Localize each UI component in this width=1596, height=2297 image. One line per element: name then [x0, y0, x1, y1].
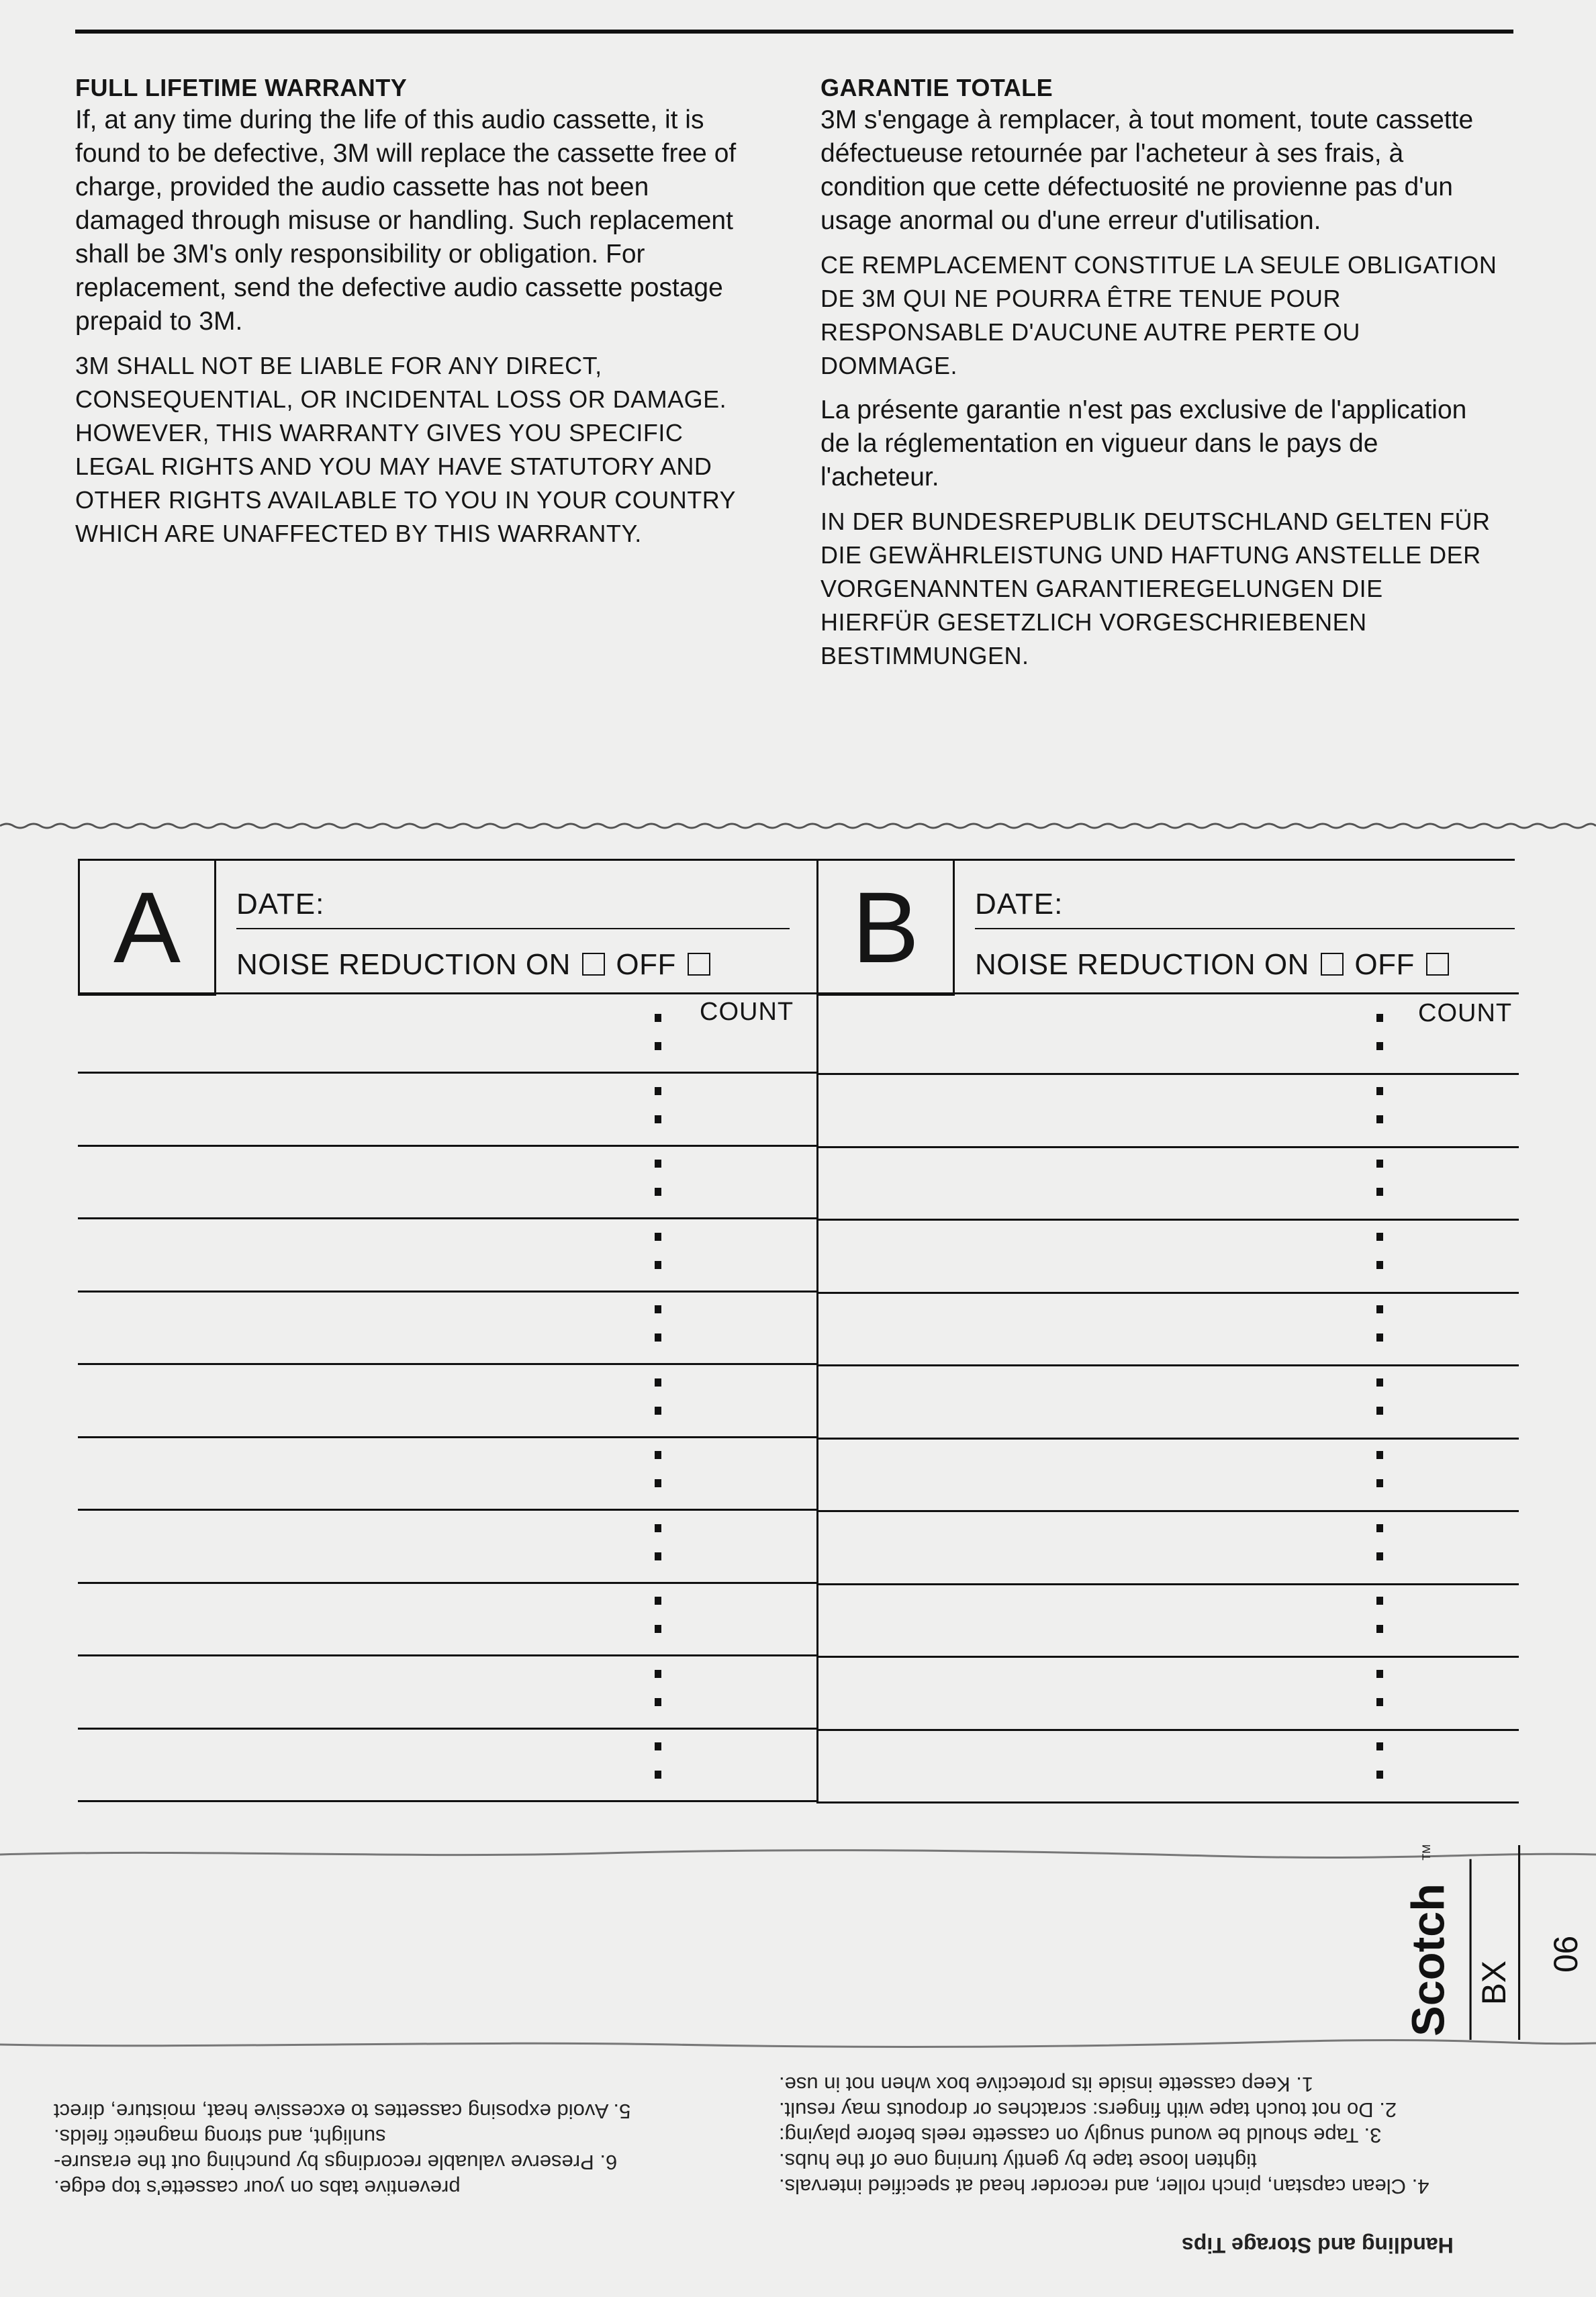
warranty-fr-body: 3M s'engage à remplacer, à tout moment, toute cassette défectueuse retournée par l'acheteur à ses frais, à condition que cette défectuosité ne provienne pas d'un usage anormal ou d'une erreur d'utilisation. — [820, 105, 1474, 235]
side-a-nr-label: NOISE REDUCTION ON — [236, 948, 571, 981]
side-b-counter-dot — [1376, 1233, 1383, 1241]
side-a-counter-dot — [655, 1188, 661, 1196]
side-a-track-line[interactable] — [78, 1436, 816, 1438]
tips-right-column — [54, 2098, 725, 2200]
side-a-counter-dot — [655, 1115, 661, 1123]
warranty-french — [820, 73, 1499, 684]
side-b-counter-dot — [1376, 1479, 1383, 1487]
side-a-nr-on-checkbox[interactable] — [582, 953, 605, 976]
side-a-counter-dot — [655, 1771, 661, 1779]
side-a-counter-dot — [655, 1042, 661, 1050]
side-a-track-line[interactable] — [78, 1145, 816, 1147]
spine-label — [1343, 1844, 1585, 2040]
warranty-de-statement: IN DER BUNDESREPUBLIK DEUTSCHLAND GELTEN FÜR DIE GEWÄHRLEISTUNG UND HAFTUNG ANSTELLE DER VORGENANNTEN GARANTIEREGELUNGEN DIE HIERFÜR GESETZLICH VORGESCHRIEBENEN BESTIMMUNGEN. — [820, 508, 1491, 669]
side-b-track-line[interactable] — [816, 1801, 1519, 1803]
side-a-date-field[interactable] — [236, 928, 790, 929]
side-b-nr-on-checkbox[interactable] — [1321, 953, 1344, 976]
side-b-track-line[interactable] — [816, 1219, 1519, 1221]
spine-brand: Scotch — [1403, 1883, 1454, 2036]
side-b-counter-dot — [1376, 1742, 1383, 1750]
side-b-counter-dot — [1376, 1698, 1383, 1706]
side-b-date-field[interactable] — [975, 928, 1515, 929]
side-a-counter-dot — [655, 1552, 661, 1560]
side-b-track-line[interactable] — [816, 1729, 1519, 1731]
tips-item-5: 5. Avoid exposing cassettes to excessive heat, moisture, direct — [54, 2100, 631, 2123]
side-b-track-line[interactable] — [816, 1292, 1519, 1294]
side-a-header — [212, 859, 830, 994]
side-b-counter-dot — [1376, 1524, 1383, 1532]
side-b-counter-dot — [1376, 1378, 1383, 1387]
side-b-track-line[interactable] — [816, 1583, 1519, 1585]
side-a-counter-dot — [655, 1479, 661, 1487]
side-a-track-line[interactable] — [78, 1363, 816, 1365]
side-a-nr-off-checkbox[interactable] — [688, 953, 710, 976]
side-a-track-line[interactable] — [78, 1654, 816, 1656]
side-b-counter-dot — [1376, 1333, 1383, 1342]
warranty-fr-nonexclusive: La présente garantie n'est pas exclusive de l'application de la réglementation en vigueur dans le pays de l'acheteur. — [820, 395, 1467, 491]
tips-item-5b: sunlight, and strong magnetic fields. — [54, 2125, 386, 2149]
tips-item-2: 2. Do not touch tape with fingers: scratches or dropouts may result. — [779, 2098, 1397, 2122]
side-b-track-line[interactable] — [816, 1146, 1519, 1148]
side-b-counter-dot — [1376, 1552, 1383, 1560]
side-b-noise-reduction — [975, 948, 1452, 982]
side-a-counter-dot — [655, 1333, 661, 1342]
side-b-nr-label: NOISE REDUCTION ON — [975, 948, 1309, 981]
side-b-counter-dot — [1376, 1087, 1383, 1095]
center-divider — [816, 994, 818, 1803]
tips-item-3b: tighten loose tape by gently turning one of the hubs. — [779, 2149, 1257, 2173]
side-b-counter-dot — [1376, 1597, 1383, 1605]
side-a-counter-dot — [655, 1014, 661, 1022]
side-a-letter: A — [78, 859, 216, 996]
tips-item-6: 6. Preserve valuable recordings by punching out the erasure- — [54, 2151, 618, 2174]
side-a-count-label: COUNT — [700, 998, 794, 1026]
side-a-counter-dot — [655, 1160, 661, 1168]
side-b-track-line[interactable] — [816, 1438, 1519, 1440]
spine-length: 90 — [1546, 1935, 1585, 1973]
side-b-counter-dot — [1376, 1670, 1383, 1678]
side-b-nr-off-label: OFF — [1354, 948, 1415, 981]
side-b-counter-dot — [1376, 1407, 1383, 1415]
side-b-count-label: COUNT — [1418, 999, 1513, 1027]
side-b-header — [951, 859, 1515, 994]
side-b-nr-off-checkbox[interactable] — [1426, 953, 1449, 976]
side-a-track-line[interactable] — [78, 1728, 816, 1730]
side-a-counter-dot — [655, 1742, 661, 1750]
side-b-date-label: DATE: — [975, 888, 1064, 921]
side-a-track-line[interactable] — [78, 1072, 816, 1074]
side-b-track-line[interactable] — [816, 1073, 1519, 1075]
top-rule — [75, 30, 1513, 34]
fold-perforation-bottom — [0, 2038, 1596, 2051]
side-a-counter-dot — [655, 1670, 661, 1678]
side-b-track-line[interactable] — [816, 1656, 1519, 1658]
spine-type: BX — [1474, 1960, 1513, 2006]
side-a-counter-dot — [655, 1698, 661, 1706]
side-b-counter-dot — [1376, 1160, 1383, 1168]
side-b-counter-dot — [1376, 1188, 1383, 1196]
side-a-counter-dot — [655, 1597, 661, 1605]
tips-item-6b: preventive tabs on your cassette's top edge. — [54, 2176, 461, 2200]
side-b-counter-dot — [1376, 1625, 1383, 1633]
fold-perforation-top — [0, 819, 1596, 833]
side-a-date-label: DATE: — [236, 888, 325, 921]
side-b-track-line[interactable] — [816, 1510, 1519, 1512]
side-a-counter-dot — [655, 1378, 661, 1387]
side-a-counter-dot — [655, 1625, 661, 1633]
side-b-counter-dot — [1376, 1014, 1383, 1022]
tips-item-1: 1. Keep cassette inside its protective box when not in use. — [779, 2073, 1314, 2096]
side-b-counter-dot — [1376, 1115, 1383, 1123]
tips-left-column — [779, 2071, 1517, 2199]
warranty-fr-title: GARANTIE TOTALE — [820, 74, 1053, 101]
tips-title: Handling and Storage Tips — [1182, 2233, 1454, 2257]
side-a-counter-dot — [655, 1524, 661, 1532]
side-b-track-line[interactable] — [816, 1364, 1519, 1366]
side-a-track-line[interactable] — [78, 1582, 816, 1584]
side-a-track-line[interactable] — [78, 1217, 816, 1219]
tips-item-4: 4. Clean capstan, pinch roller, and recorder head at specified intervals. — [779, 2175, 1429, 2198]
header-rule — [78, 992, 1519, 994]
side-b-counter-dot — [1376, 1042, 1383, 1050]
side-a-counter-dot — [655, 1261, 661, 1269]
warranty-en-body: If, at any time during the life of this audio cassette, it is found to be defective, 3M will replace the cassette free of charge, provided the audio cassette has not been damaged through misuse or handling. Such replacement shall be 3M's only responsibility or obligation. For replacement, send the defective audio cassette postage prepaid to 3M. — [75, 105, 737, 336]
warranty-en-title: FULL LIFETIME WARRANTY — [75, 74, 408, 101]
side-a-counter-dot — [655, 1305, 661, 1313]
side-a-counter-dot — [655, 1451, 661, 1459]
side-a-counter-dot — [655, 1407, 661, 1415]
warranty-en-liability: 3M SHALL NOT BE LIABLE FOR ANY DIRECT, CONSEQUENTIAL, OR INCIDENTAL LOSS OR DAMAGE. HOWEVER, THIS WARRANTY GIVES YOU SPECIFIC LEGAL RIGHTS AND YOU MAY HAVE STATUTORY AND OTHER RIGHTS AVAILABLE TO YOU IN YOUR COUNTRY WHICH ARE UNAFFECTED BY THIS WARRANTY. — [75, 352, 736, 547]
side-b-letter: B — [816, 859, 955, 996]
side-a-track-line[interactable] — [78, 1291, 816, 1293]
side-a-track-line[interactable] — [78, 1509, 816, 1511]
spine-trademark: TM — [1420, 1844, 1433, 1861]
side-a-counter-dot — [655, 1087, 661, 1095]
warranty-english — [75, 73, 753, 561]
side-b-counter-dot — [1376, 1771, 1383, 1779]
side-a-track-line[interactable] — [78, 1800, 816, 1802]
side-b-counter-dot — [1376, 1451, 1383, 1459]
tips-item-3: 3. Tape should be wound snugly on cassette reels before playing: — [779, 2124, 1382, 2147]
side-a-counter-dot — [655, 1233, 661, 1241]
side-b-counter-dot — [1376, 1305, 1383, 1313]
warranty-fr-obligation: CE REMPLACEMENT CONSTITUE LA SEULE OBLIGATION DE 3M QUI NE POURRA ÊTRE TENUE POUR RESPONSABLE D'AUCUNE AUTRE PERTE OU DOMMAGE. — [820, 251, 1497, 379]
side-b-counter-dot — [1376, 1261, 1383, 1269]
side-a-nr-off-label: OFF — [616, 948, 676, 981]
side-a-noise-reduction — [236, 948, 713, 982]
